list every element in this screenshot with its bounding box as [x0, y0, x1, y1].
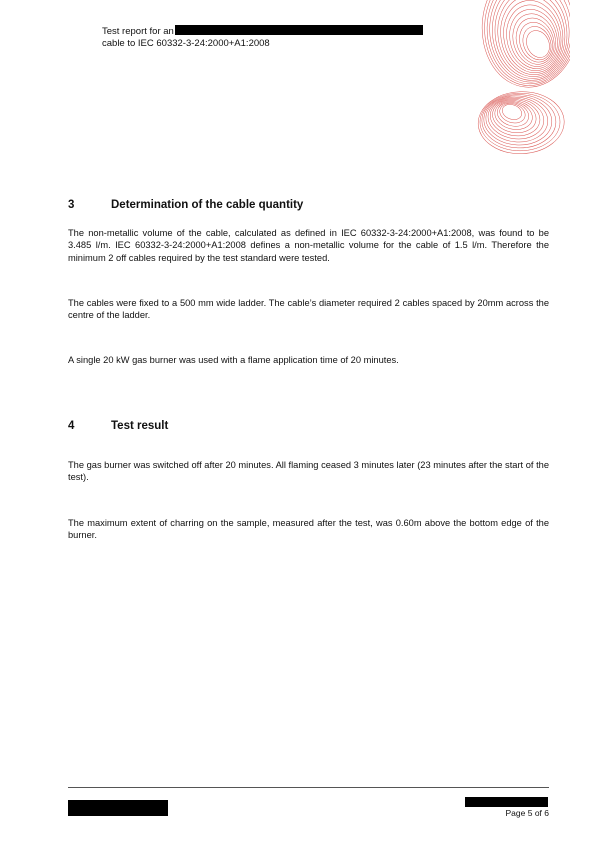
- section-3-heading: [68, 199, 303, 211]
- section-3-number: 3: [68, 199, 75, 211]
- section-3-paragraph-3: A single 20 kW gas burner was used with a flame application time of 20 minutes.: [68, 355, 399, 365]
- section-3-paragraph-2: The cables were fixed to a 500 mm wide ladder. The cable’s diameter required 2 cables spaced by 20mm across the centre of the ladder.: [68, 298, 549, 321]
- footer-divider: [68, 787, 549, 788]
- header-redaction: [175, 25, 423, 35]
- red-swirl-logo-icon: [452, 0, 570, 160]
- section-3-title: Determination of the cable quantity: [111, 199, 304, 211]
- header-line-1-text: Test report for an: [102, 26, 174, 37]
- section-4-heading: [68, 420, 168, 432]
- section-3-paragraph-1: The non-metallic volume of the cable, calculated as defined in IEC 60332-3-24:2000+A1:2008, was found to be 3.485 l/m. IEC 60332-3-24:2000+A1:2008 defines a non-metallic volume for the cable of 1.5 l/m. Therefore the minimum 2 off cables required by the test standard were tested.: [68, 228, 549, 263]
- footer-right-redaction: [465, 797, 548, 807]
- section-4-title: Test result: [111, 420, 169, 432]
- footer-left-redaction: [68, 800, 168, 816]
- page-number: Page 5 of 6: [505, 808, 549, 818]
- running-header: [102, 25, 423, 50]
- header-line-1: [102, 25, 423, 38]
- header-line-2: cable to IEC 60332-3-24:2000+A1:2008: [102, 38, 270, 49]
- section-4-paragraph-1: The gas burner was switched off after 20 minutes. All flaming ceased 3 minutes later (23 minutes after the start of the test).: [68, 460, 549, 483]
- section-4-number: 4: [68, 420, 75, 432]
- section-4-paragraph-2: The maximum extent of charring on the sample, measured after the test, was 0.60m above the bottom edge of the burner.: [68, 518, 549, 541]
